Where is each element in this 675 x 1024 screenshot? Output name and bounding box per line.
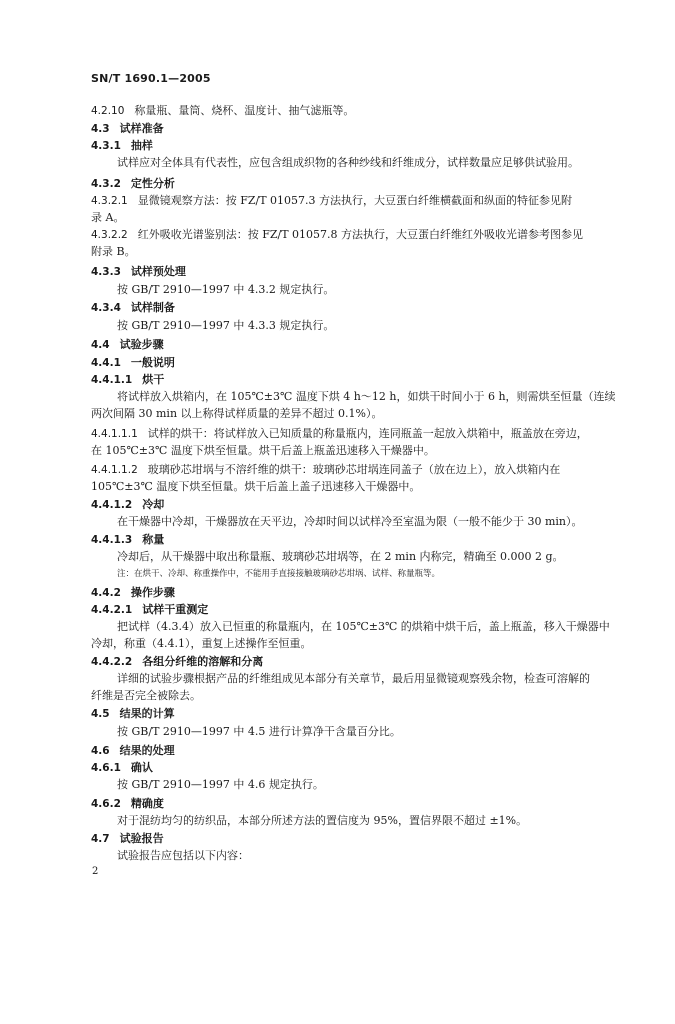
section-4-6-title: 4.6 结果的处理 — [91, 744, 175, 757]
section-4-4-1-2-title: 4.4.1.2 冷却 — [91, 498, 165, 511]
paragraph-line: 将试样放入烘箱内，在 105℃±3℃ 温度下烘 4 h～12 h，如烘干时间小于 6 h，则需烘至恒量（连续 — [117, 390, 616, 403]
paragraph-line: 105℃±3℃ 温度下烘至恒量。烘干后盖上盖子迅速移入干燥器中。 — [91, 480, 421, 493]
section-4-5-title: 4.5 结果的计算 — [91, 707, 175, 720]
document-header: SN/T 1690.1—2005 — [91, 72, 211, 85]
section-4-4-2-2-title: 4.4.2.2 各组分纤维的溶解和分离 — [91, 655, 264, 668]
paragraph-line: 冷却后，从干燥器中取出称量瓶、玻璃砂芯坩埚等，在 2 min 内称完，精确至 0.000 2 g。 — [117, 550, 564, 563]
paragraph-line: 按 GB/T 2910—1997 中 4.3.2 规定执行。 — [117, 283, 335, 296]
paragraph-line: 冷却，称重（4.4.1），重复上述操作至恒重。 — [91, 637, 312, 650]
section-4-3-4-title: 4.3.4 试样制备 — [91, 301, 175, 314]
paragraph-line: 试样应对全体具有代表性，应包含组成织物的各种纱线和纤维成分，试样数量应足够供试验用。 — [117, 156, 579, 169]
paragraph-line: 按 GB/T 2910—1997 中 4.5 进行计算净干含量百分比。 — [117, 725, 401, 738]
section-4-4-2-1-title: 4.4.2.1 试样干重测定 — [91, 603, 209, 616]
paragraph-line: 在 105℃±3℃ 温度下烘至恒量。烘干后盖上瓶盖迅速移入干燥器中。 — [91, 444, 435, 457]
paragraph-line: 录 A。 — [91, 211, 125, 224]
section-4-3-3-title: 4.3.3 试样预处理 — [91, 265, 186, 278]
paragraph-line: 附录 B。 — [91, 245, 136, 258]
section-4-3-title: 4.3 试样准备 — [91, 122, 164, 135]
paragraph-line: 详细的试验步骤根据产品的纤维组成见本部分有关章节，最后用显微镜观察残余物，检查可溶解的 — [117, 672, 590, 685]
section-4-4-2-title: 4.4.2 操作步骤 — [91, 586, 175, 599]
section-4-3-1-title: 4.3.1 抽样 — [91, 139, 153, 152]
paragraph-line: 在干燥器中冷却，干燥器放在天平边，冷却时间以试样冷至室温为限（一般不能少于 30 min）。 — [117, 515, 583, 528]
section-4-4-1-1-title: 4.4.1.1 烘干 — [91, 373, 165, 386]
paragraph-line: 按 GB/T 2910—1997 中 4.3.3 规定执行。 — [117, 319, 335, 332]
paragraph-line: 纤维是否完全被除去。 — [91, 689, 201, 702]
paragraph-line: 试验报告应包括以下内容： — [117, 849, 249, 862]
section-4-6-1-title: 4.6.1 确认 — [91, 761, 153, 774]
paragraph-line: 两次间隔 30 min 以上称得试样质量的差异不超过 0.1%）。 — [91, 407, 383, 420]
section-4-4-1-3-title: 4.4.1.3 称量 — [91, 533, 165, 546]
note-line: 注：在烘干、冷却、称重操作中，不能用手直接接触玻璃砂芯坩埚、试样、称量瓶等。 — [117, 569, 441, 579]
section-4-7-title: 4.7 试验报告 — [91, 832, 164, 845]
clause-4-3-2-1: 4.3.2.1 显微镜观察方法：按 FZ/T 01057.3 方法执行，大豆蛋白纤维横截面和纵面的特征参见附 — [91, 194, 573, 207]
clause-4-4-1-1-2: 4.4.1.1.2 玻璃砂芯坩埚与不溶纤维的烘干：玻璃砂芯坩埚连同盖子（放在边上），放入烘箱内在 — [91, 463, 561, 476]
section-4-3-2-title: 4.3.2 定性分析 — [91, 177, 175, 190]
page-number: 2 — [92, 866, 99, 877]
paragraph-line: 对于混纺均匀的纺织品，本部分所述方法的置信度为 95%，置信界限不超过 ±1%。 — [117, 814, 528, 827]
section-4-6-2-title: 4.6.2 精确度 — [91, 797, 164, 810]
line-4-2-10: 4.2.10 称量瓶、量筒、烧杯、温度计、抽气滤瓶等。 — [91, 104, 355, 117]
paragraph-line: 按 GB/T 2910—1997 中 4.6 规定执行。 — [117, 778, 324, 791]
paragraph-line: 把试样（4.3.4）放入已恒重的称量瓶内，在 105℃±3℃ 的烘箱中烘干后，盖上瓶盖，移入干燥器中 — [117, 620, 610, 633]
section-4-4-1-title: 4.4.1 一般说明 — [91, 356, 175, 369]
clause-4-3-2-2: 4.3.2.2 红外吸收光谱鉴别法：按 FZ/T 01057.8 方法执行，大豆蛋白纤维红外吸收光谱参考图参见 — [91, 228, 584, 241]
clause-4-4-1-1-1: 4.4.1.1.1 试样的烘干：将试样放入已知质量的称量瓶内，连同瓶盖一起放入烘箱中，瓶盖放在旁边， — [91, 427, 588, 440]
section-4-4-title: 4.4 试验步骤 — [91, 338, 164, 351]
